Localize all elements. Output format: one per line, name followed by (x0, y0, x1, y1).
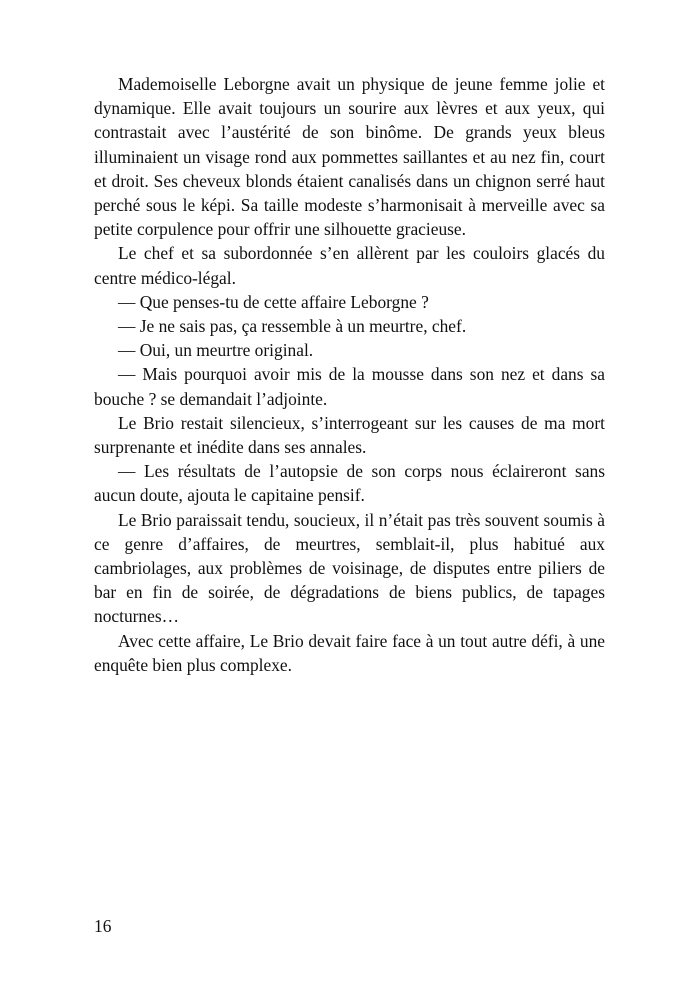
dialogue-line-original: — Oui, un meurtre original. (118, 340, 314, 361)
page-body (94, 72, 605, 677)
paragraph-new-challenge: Avec cette affaire, Le Brio devait faire face à un tout autre défi, à une enquête bien plus complexe. (94, 630, 605, 675)
dialogue-line-murder: — Je ne sais pas, ça ressemble à un meurtre, chef. (118, 316, 467, 337)
dialogue-line-question: — Que penses-tu de cette affaire Leborgne ? (118, 291, 429, 312)
paragraph-le-brio-tense: Le Brio paraissait tendu, soucieux, il n’était pas très souvent soumis à ce genre d’affaires, de meurtres, semblait-il, plus habitué aux cambriolages, aux problèmes de voisinage, de disputes entre piliers de bar en fin de soirée, de dégradations de biens publics, de tapages nocturnes… (94, 509, 605, 627)
paragraph-description-leborgne: Mademoiselle Leborgne avait un physique de jeune femme jolie et dynamique. Elle avait toujours un sourire aux lèvres et aux yeux, qui contrastait avec l’austérité de son binôme. De grands yeux bleus illuminaient un visage rond aux pommettes saillantes et au nez fin, court et droit. Ses cheveux blonds étaient canalisés dans un chignon serré haut perché sous le képi. Sa taille modeste s’harmonisait à merveille avec sa petite corpulence pour offrir une silhouette gracieuse. (94, 74, 605, 240)
page-number: 16 (94, 916, 112, 936)
dialogue-line-autopsy: — Les résultats de l’autopsie de son corps nous éclaireront sans aucun doute, ajouta le capitaine pensif. (94, 461, 605, 506)
paragraph-le-brio-silent: Le Brio restait silencieux, s’interrogeant sur les causes de ma mort surprenante et inédite dans ses annales. (94, 412, 605, 458)
paragraph-corridors: Le chef et sa subordonnée s’en allèrent par les couloirs glacés du centre médico-légal. (94, 243, 605, 288)
dialogue-line-mousse: — Mais pourquoi avoir mis de la mousse dans son nez et dans sa bouche ? se demandait l’adjointe. (94, 364, 605, 409)
